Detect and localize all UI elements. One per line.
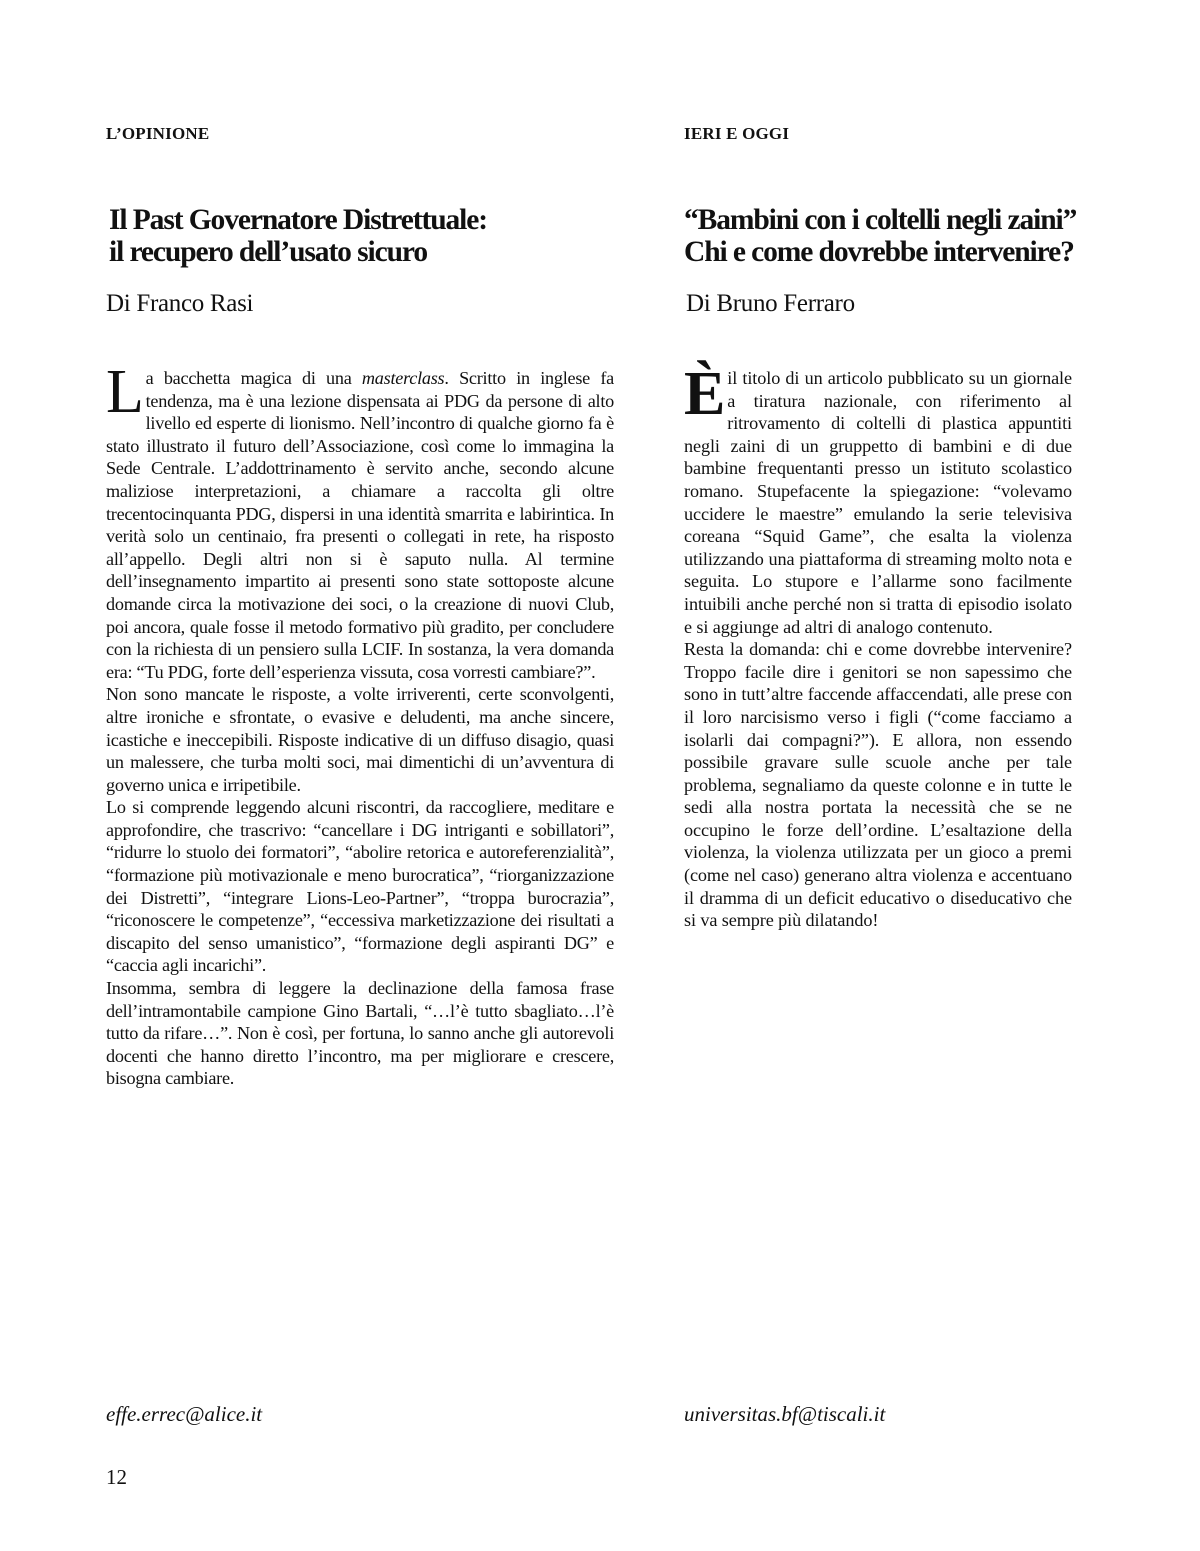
paragraph: Non sono mancate le risposte, a volte irriverenti, certe sconvolgenti, altre ironiche e sfrontate, o evasive e deludenti, ma anche sincere, icastiche e ineccepibili. Risposte indicative di un diffuso disagio, quasi un malessere, che turba molti soci, mai dimentichi di un’avventura di governo unica e irripetibile.: [106, 684, 614, 795]
article-title: [109, 204, 487, 268]
author-email-link[interactable]: effe.errec@alice.it: [106, 1402, 263, 1426]
paragraph: Insomma, sembra di leggere la declinazione della famosa frase dell’intramontabile campione Gino Bartali, “…l’è tutto sbagliato…l’è tutto da rifare…”. Non è così, per fortuna, lo sanno anche gli autorevoli docenti che hanno diretto l’incontro, ma per migliorare e crescere, bisogna cambiare.: [106, 978, 614, 1089]
article-title-line-1: “Bambini con i coltelli negli zaini”: [684, 204, 1077, 236]
drop-cap: È: [684, 360, 726, 428]
paragraph-lead: a bacchetta magica di una: [145, 368, 362, 388]
article-body: [684, 360, 1072, 932]
paragraph-text: il titolo di un articolo pubblicato su un giornale a tiratura nazionale, con riferimento al ritrovamento di coltelli di plastica appuntiti negli zaini di un gruppetto di bambini e di due bambine frequentanti presso un istituto scolastico romano. Stupefacente la spiegazione: “volevamo uccidere le maestre” emulando la serie televisiva coreana “Squid Game”, che esalta la violenza utilizzando una piattaforma di streaming molto nota e seguita. Lo stupore e l’allarme sono facilmente intuibili anche perché non si tratta di episodio isolato e si aggiunge ad altri di analogo contenuto.: [684, 368, 1072, 637]
italic-term: masterclass: [361, 368, 445, 388]
article-title-line-2: Chi e come dovrebbe intervenire?: [684, 236, 1074, 268]
article-byline: Di Franco Rasi: [106, 290, 254, 317]
paragraph: Lo si comprende leggendo alcuni riscontri, da raccogliere, meditare e approfondire, che trascrivo: “cancellare i DG intriganti e sobillatori”, “ridurre lo stuolo dei formatori”, “abolire retorica e autoreferenzialità”, “formazione più motivazionale e meno burocratica”, “riorganizzazione dei Distretti”, “integrare Lions-Leo-Partner”, “troppa burocrazia”, “riconoscere le competenze”, “eccessiva marketizzazione dei risultati a discapito del senso umanistico”, “formazione degli aspiranti DG” e “caccia agli incarichi”.: [106, 797, 614, 976]
article-byline: Di Bruno Ferraro: [686, 290, 855, 317]
paragraph-text: . Scritto in inglese fa tendenza, ma è una lezione dispensata ai PDG da persone di alto livello ed esperte di lionismo. Nell’incontro di qualche giorno fa è stato illustrato il futuro dell’Associazione, così come lo immagina la Sede Centrale. L’addottrinamento è servito anche, secondo alcune maliziose interpretazioni, a chiamare a raccolta gli oltre trecentocinquanta PDG, dispersi in una identità smarrita e labirintica. In verità solo un centinaio, fra presenti o collegati in rete, ha risposto all’appello. Degli altri non si è saputo nulla. Al termine dell’insegnamento impartito ai presenti sono state sottoposte alcune domande circa la motivazione dei soci, o la creazione di nuovi Club, poi ancora, quale fosse il metodo formativo più gradito, per concludere con la richiesta di un pensiero sulla LCIF. In sostanza, la vera domanda era: “Tu PDG, forte dell’esperienza vissuta, cosa vorresti cambiare?”.: [106, 368, 614, 682]
article-title-line-2: il recupero dell’usato sicuro: [109, 236, 427, 268]
section-label: IERI E OGGI: [684, 124, 790, 143]
paragraph: [684, 360, 1072, 638]
drop-cap: L: [106, 358, 144, 426]
section-label: L’OPINIONE: [106, 124, 210, 143]
paragraph: [106, 358, 614, 683]
author-email-link[interactable]: universitas.bf@tiscali.it: [684, 1402, 886, 1426]
article-title-line-1: Il Past Governatore Distrettuale:: [109, 204, 487, 236]
paragraph: Resta la domanda: chi e come dovrebbe intervenire? Troppo facile dire i genitori se non sapessimo che sono in tutt’altre faccende affaccendati, alle prese con il loro narcisismo verso i figli (“come facciamo a isolarli dai compagni?”). E allora, non essendo possibile gravare sulle scuole anche per tale problema, segnaliamo da queste colonne e in tutte le sedi alla nostra portata la necessità che se ne occupino le forze dell’ordine. L’esaltazione della violenza, la violenza utilizzata per un gioco a premi (come nel caso) generano altra violenza e accentuano il dramma di un deficit educativo o diseducativo che si va sempre più dilatando!: [684, 639, 1072, 931]
article-title: [684, 204, 1076, 268]
article-body: [106, 358, 614, 1090]
page-number: 12: [106, 1465, 127, 1489]
